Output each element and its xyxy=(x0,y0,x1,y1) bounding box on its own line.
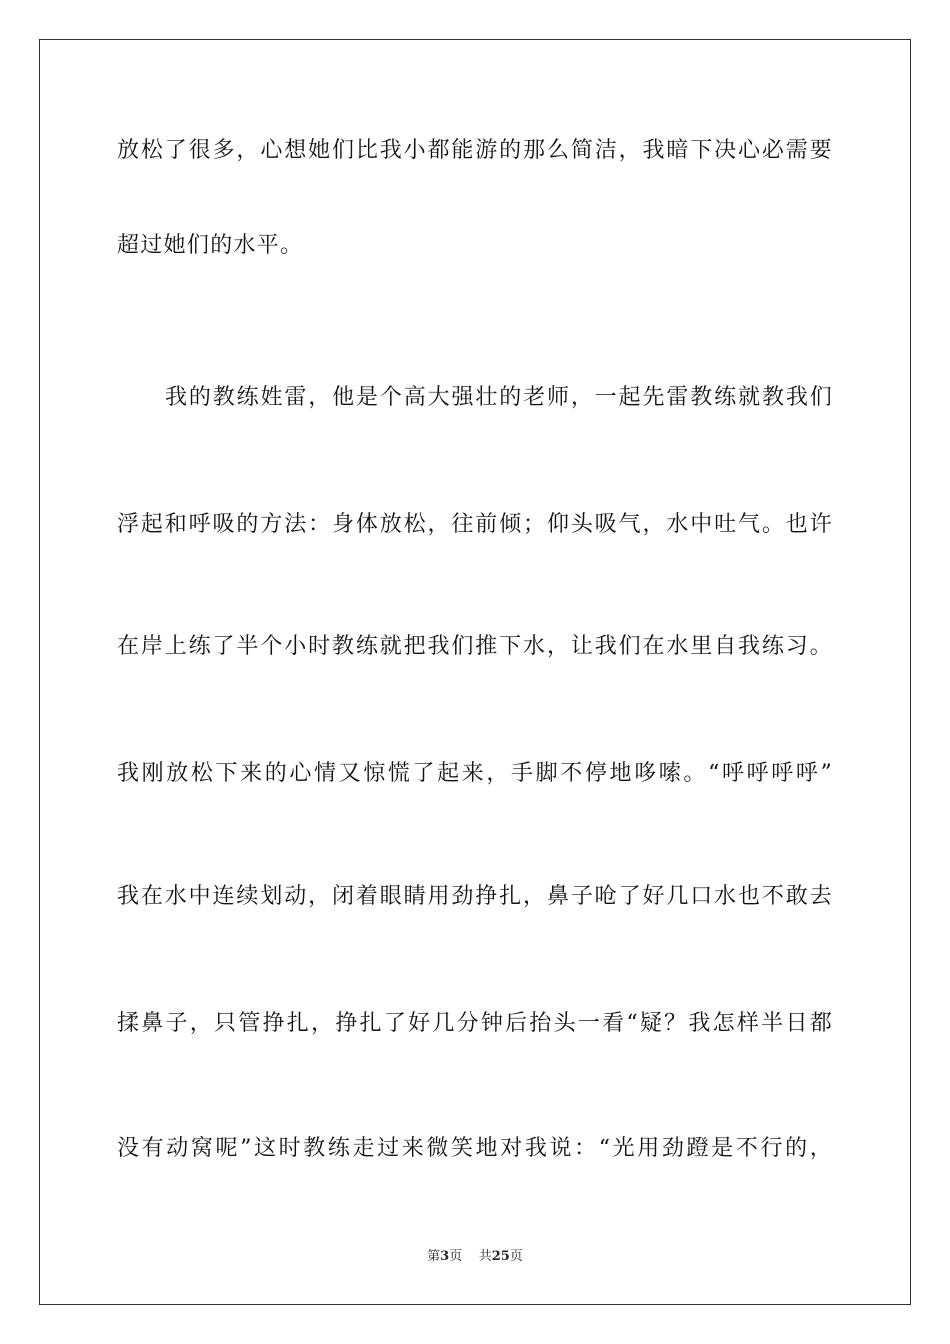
page-footer xyxy=(0,1249,950,1265)
text-line: 放松了很多，心想她们比我小都能游的那么简洁，我暗下决心必需要 xyxy=(117,138,833,163)
page-border xyxy=(39,39,911,1305)
footer-total-prefix: 共 xyxy=(478,1249,492,1264)
text-line: 我刚放松下来的心情又惊慌了起来，手脚不停地哆嗦。“呼呼呼呼” xyxy=(117,761,833,786)
footer-total-suffix: 页 xyxy=(509,1249,523,1264)
text-line: 我的教练姓雷，他是个高大强壮的老师，一起先雷教练就教我们 xyxy=(165,385,833,410)
text-line: 揉鼻子，只管挣扎，挣扎了好几分钟后抬头一看“疑？我怎样半日都 xyxy=(117,1011,833,1036)
footer-page-prefix: 第 xyxy=(427,1249,441,1264)
footer-page-number: 3 xyxy=(440,1249,450,1264)
text-line: 没有动窝呢”这时教练走过来微笑地对我说：“光用劲蹬是不行的， xyxy=(117,1136,833,1161)
footer-total-pages: 25 xyxy=(491,1249,510,1264)
text-line: 在岸上练了半个小时教练就把我们推下水，让我们在水里自我练习。 xyxy=(117,634,833,659)
text-line: 超过她们的水平。 xyxy=(117,233,304,258)
text-line: 我在水中连续划动，闭着眼睛用劲挣扎，鼻子呛了好几口水也不敢去 xyxy=(117,884,833,909)
text-line: 浮起和呼吸的方法：身体放松，往前倾；仰头吸气，水中吐气。也许 xyxy=(117,512,833,537)
footer-page-suffix: 页 xyxy=(449,1249,463,1264)
